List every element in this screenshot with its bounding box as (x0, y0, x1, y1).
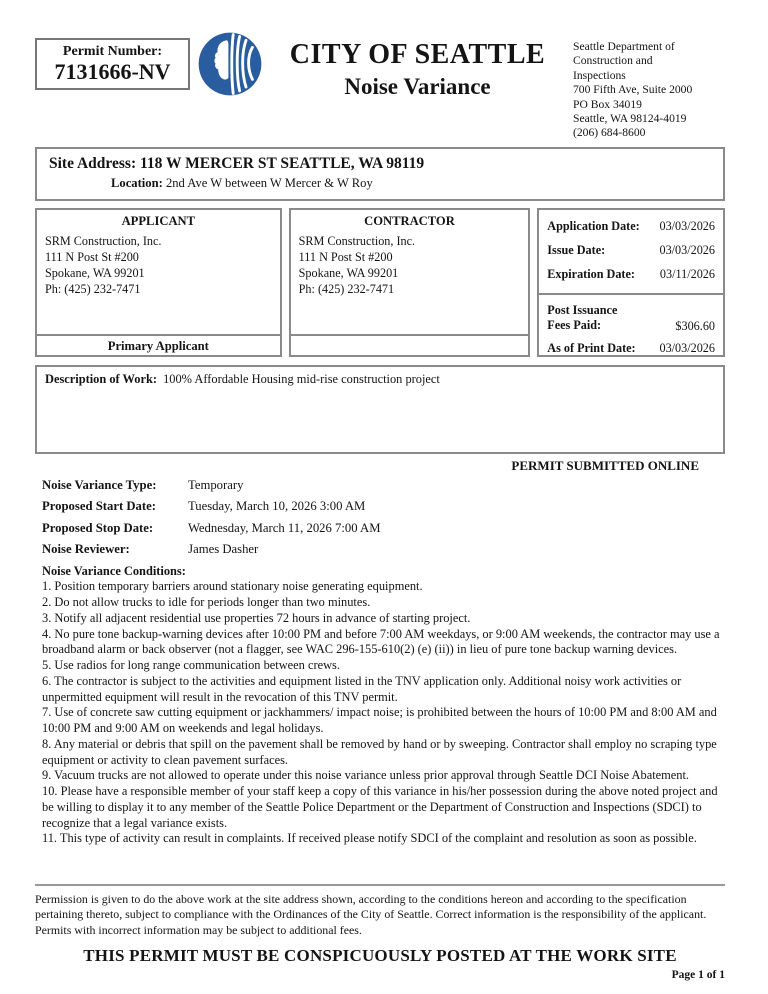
condition-item: 4. No pure tone backup-warning devices after 10:00 PM and before 7:00 AM weekdays, or 9:00 AM weekends, the contractor may use a broadband alarm or back observer (not a flagger, see WAC 296-155-610(2) (e) (ii)) in lieu of pure tone backup warning devices. (42, 626, 720, 657)
issue-date-value: 03/03/2026 (659, 242, 715, 257)
noise-variance-type-label: Noise Variance Type: (42, 477, 157, 492)
fees-section (539, 293, 723, 361)
document-title-block (262, 38, 573, 100)
issue-date-label: Issue Date: (547, 242, 606, 257)
footer-legal-text: Permission is given to do the above work at the site address shown, according to the conditions hereon and according to the specification pertaining thereto, subject to compliance with the Ordinances of the City of Seattle. Correct information is the responsibility of the applicant. Permits with incorrect information may be subject to additional fees. (35, 892, 707, 937)
contractor-box (289, 208, 531, 357)
fees-paid-row (547, 303, 715, 335)
noise-reviewer-row (42, 542, 725, 557)
contractor-header: CONTRACTOR (364, 213, 455, 228)
location-value: 2nd Ave W between W Mercer & W Roy (165, 175, 373, 190)
permit-number-value: 7131666-NV (54, 59, 171, 84)
condition-item: 10. Please have a responsible member of your staff keep a copy of this variance in his/her possession during the above noted project and be willing to display it to any member of the Seattle Police Department or the Department of Construction and Inspections (SDCI) to recognize that a legal variance exists. (42, 784, 718, 830)
permit-details (35, 478, 725, 558)
fees-paid-amount: $306.60 (675, 319, 715, 334)
expiration-date-label: Expiration Date: (547, 266, 635, 281)
document-header (35, 38, 725, 141)
description-label: Description of Work: (45, 371, 157, 386)
document-subtitle: Noise Variance (344, 74, 491, 99)
condition-item: 5. Use radios for long range communication between crews. (42, 658, 340, 673)
department-address-line: Seattle, WA 98124-4019 (573, 111, 687, 125)
condition-item: 7. Use of concrete saw cutting equipment or jackhammers/ impact noise; is prohibited between the hours of 10:00 PM and 8:00 AM and 10:00 PM and 9:00 AM on weekends and legal holidays. (42, 705, 717, 736)
condition-item: 3. Notify all adjacent residential use properties 72 hours in advance of starting project. (42, 610, 471, 625)
site-address-box (35, 147, 725, 201)
applicant-address-line: SRM Construction, Inc. (45, 233, 162, 248)
fees-label-line2: Fees Paid: (547, 318, 602, 333)
contractor-address (291, 229, 529, 334)
proposed-start-date-value: Tuesday, March 10, 2026 3:00 AM (187, 499, 366, 514)
department-address-line: 700 Fifth Ave, Suite 2000 (573, 83, 693, 97)
applicant-address-line: Spokane, WA 99201 (45, 265, 145, 280)
department-address-line: Inspections (573, 68, 626, 82)
expiration-date-value: 03/11/2026 (659, 266, 715, 281)
description-of-work-box (35, 365, 725, 454)
permit-number-label: Permit Number: (62, 44, 163, 59)
contractor-address-line: Ph: (425) 232-7471 (298, 281, 395, 296)
department-address-line: Seattle Department of (573, 40, 675, 53)
contractor-address-line: SRM Construction, Inc. (298, 233, 416, 248)
contractor-address-line: Spokane, WA 99201 (298, 265, 399, 280)
noise-variance-type-value: Temporary (187, 477, 244, 492)
as-of-print-date-label: As of Print Date: (547, 341, 636, 356)
department-address (573, 38, 725, 141)
noise-reviewer-label: Noise Reviewer: (42, 542, 130, 557)
as-of-print-date-value: 03/03/2026 (659, 341, 715, 356)
page-indicator: Page 1 of 1 (671, 969, 725, 982)
contractor-address-line: 111 N Post St #200 (298, 249, 393, 264)
proposed-start-date-label: Proposed Start Date: (42, 499, 156, 514)
condition-item: 1. Position temporary barriers around stationary noise generating equipment. (42, 579, 423, 594)
fees-paid-label (547, 303, 617, 335)
proposed-stop-date-row (42, 521, 725, 536)
issue-date-row (547, 243, 715, 258)
contractor-footer (291, 334, 529, 355)
department-address-line: Construction and (573, 54, 653, 68)
application-date-value: 03/03/2026 (659, 218, 715, 233)
dates-box (537, 208, 725, 357)
applicant-address-line: 111 N Post St #200 (45, 249, 139, 264)
conditions-heading: Noise Variance Conditions: (42, 563, 186, 578)
application-date-label: Application Date: (547, 218, 640, 233)
condition-item: 9. Vacuum trucks are not allowed to operate under this noise variance unless prior approval through Seattle DCI Noise Abatement. (42, 768, 690, 783)
applicant-box (35, 208, 282, 357)
department-address-line: PO Box 34019 (573, 97, 642, 111)
condition-item: 8. Any material or debris that spill on the pavement shall be removed by hand or by sweeping. Contractor shall employ no scraping type equipment or activity to clean pavement surfaces. (42, 736, 717, 767)
noise-variance-type-row (42, 478, 725, 493)
parties-row (35, 208, 725, 357)
location-label: Location: (111, 175, 163, 190)
site-address-line (49, 155, 713, 173)
posting-notice: THIS PERMIT MUST BE CONSPICUOUSLY POSTED AT THE WORK SITE (83, 946, 677, 966)
footer-divider (35, 884, 725, 886)
location-line (111, 176, 713, 191)
city-of-seattle-logo-icon (198, 32, 262, 96)
description-text: 100% Affordable Housing mid-rise construction project (163, 371, 440, 386)
as-of-print-date-row (547, 341, 715, 356)
applicant-header: APPLICANT (121, 213, 196, 228)
site-address-value: 118 W MERCER ST SEATTLE, WA 98119 (140, 154, 425, 172)
applicant-address (37, 229, 280, 334)
site-address-label: Site Address: (49, 154, 137, 172)
applicant-address-line: Ph: (425) 232-7471 (45, 281, 141, 296)
dates-section (539, 210, 723, 293)
proposed-start-date-row (42, 499, 725, 514)
proposed-stop-date-label: Proposed Stop Date: (42, 520, 154, 535)
document-title: CITY OF SEATTLE (289, 39, 546, 70)
permit-number-box (35, 38, 190, 90)
proposed-stop-date-value: Wednesday, March 11, 2026 7:00 AM (187, 520, 381, 535)
permit-submitted-note: PERMIT SUBMITTED ONLINE (511, 457, 699, 473)
document-footer (35, 884, 725, 981)
condition-item: 11. This type of activity can result in complaints. If received please notify SDCI of the complaint and resolution as soon as possible. (42, 831, 697, 846)
noise-variance-conditions (35, 564, 725, 848)
condition-item: 6. The contractor is subject to the activities and equipment listed in the TNV application only. Additional noisy work activities or unpermitted equipment will result in the revocation of this TNV permit. (42, 673, 682, 704)
application-date-row (547, 219, 715, 234)
expiration-date-row (547, 267, 715, 282)
department-address-line: (206) 684-8600 (573, 126, 646, 140)
applicant-footer: Primary Applicant (37, 334, 280, 355)
fees-label-line1: Post Issuance (547, 302, 618, 317)
noise-reviewer-value: James Dasher (188, 542, 259, 557)
conditions-list (42, 579, 725, 847)
condition-item: 2. Do not allow trucks to idle for periods longer than two minutes. (42, 595, 371, 610)
